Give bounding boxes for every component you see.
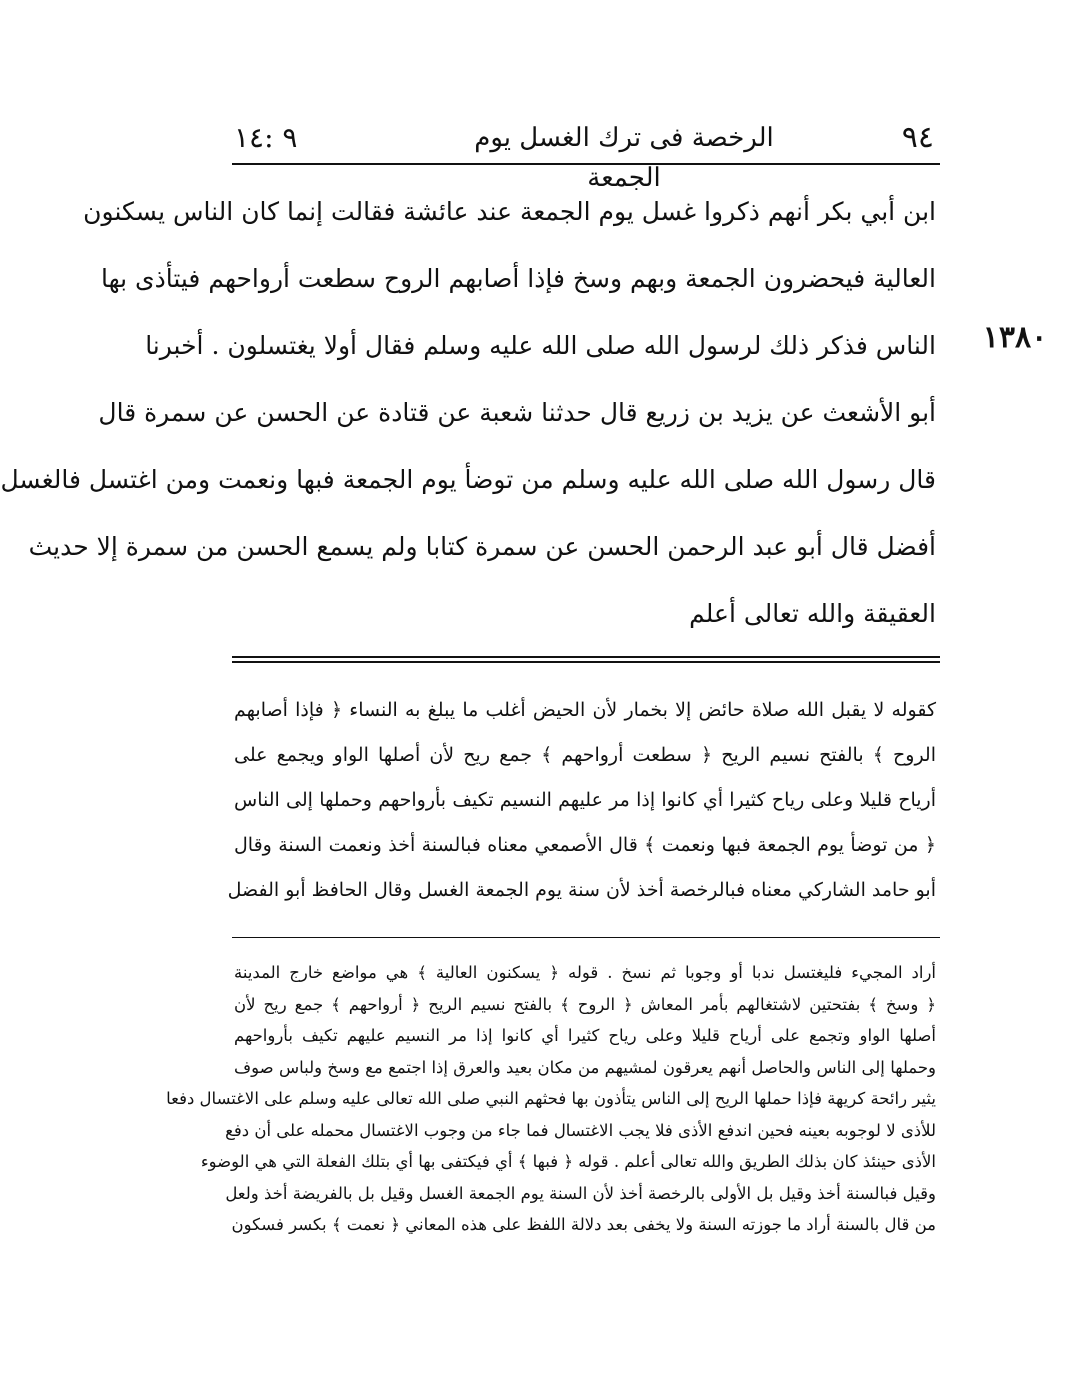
suyuti-commentary <box>227 688 936 913</box>
commentary-line: وقيل فبالسنة أخذ وقيل بل الأولى بالرخصة أخذ لأن السنة يوم الجمعة الغسل وقيل بل بالفريضة أخذ ولعل <box>225 1183 936 1203</box>
chapter-title: الرخصة فى ترك الغسل يوم الجمعة <box>474 123 774 193</box>
header-rule <box>232 163 940 165</box>
text-line: ابن أبي بكر أنهم ذكروا غسل يوم الجمعة عند عائشة فقالت إنما كان الناس يسكنون <box>83 197 936 226</box>
commentary-line: أراد المجيء فليغتسل ندبا أو وجوبا ثم نسخ . قوله ﴿ يسكنون العالية ﴾ هي مواضع خارج المدينة <box>234 963 936 982</box>
commentary-line: وحملها إلى الناس والحاصل أنهم يعرقون لمشيهم من مكان بعيد والعرق إذا اجتمع مع وسخ ولباس صوف <box>234 1057 936 1077</box>
text-line: أبو الأشعث عن يزيد بن زريع قال حدثنا شعبة عن قتادة عن الحسن عن سمرة قال <box>98 398 936 427</box>
commentary-line: أرياح قليلا وعلى رياح كثيرا أي كانوا إذا مر عليهم النسيم تكيف بأرواحهم وحملها إلى الناس <box>234 789 936 811</box>
page-number: ٩٤ <box>901 120 934 155</box>
commentary-line: للأذى لا لوجوبه بعينه فحين اندفع الأذى فلا يجب الاغتسال فما جاء من وجوب الاغتسال محمله على أن دفع <box>225 1120 936 1140</box>
text-line: العالية فيحضرون الجمعة وبهم وسخ فإذا أصابهم الروح سطعت أرواحهم فيتأذى بها <box>100 264 936 293</box>
commentary-line: ﴿ وسخ ﴾ بفتحتين لاشتغالهم بأمر المعاش ﴿ الروح ﴾ بالفتح نسيم الريح ﴿ أرواحهم ﴾ جمع ريح لأن <box>234 994 936 1014</box>
commentary-line: الأذى حينئذ كان بذلك الطريق والله تعالى أعلم . قوله ﴿ فبها ﴾ أي فيكتفى بها أي بتلك الفعلة التي هي الوضوء <box>200 1152 936 1171</box>
separator-rule-bottom <box>232 661 940 663</box>
commentary-line: كقوله لا يقبل الله صلاة حائض إلا بخمار لأن الحيض أغلب ما يبلغ به النساء ﴿ فإذا أصابهم <box>234 699 936 721</box>
commentary-line: يثير رائحة كريهة فإذا حملها الريح إلى الناس يتأذون بها فحثهم النبي صلى الله تعالى عليه وسلم على الاغتسال دفعا <box>166 1089 936 1108</box>
text-line: الناس فذكر ذلك لرسول الله صلى الله عليه وسلم فقال أولا يغتسلون . أخبرنا <box>145 331 936 360</box>
hadith-number: ١٣٨٠ <box>982 320 1048 355</box>
text-line: العقيقة والله تعالى أعلم <box>689 599 936 628</box>
separator-rule-top <box>232 656 940 658</box>
commentary-separator <box>232 937 940 938</box>
main-hadith-text <box>0 178 936 647</box>
sindi-commentary <box>166 957 936 1241</box>
text-line: قال رسول الله صلى الله عليه وسلم من توضأ يوم الجمعة فبها ونعمت ومن اغتسل فالغسل <box>0 465 936 494</box>
commentary-line: ﴿ من توضأ يوم الجمعة فبها ونعمت ﴾ قال الأصمعي معناه فبالسنة أخذ ونعمت السنة وقال <box>234 834 936 856</box>
commentary-line: الروح ﴾ بالفتح نسيم الريح ﴿ سطعت أرواحهم ﴾ جمع ريح لأن أصلها الواو ويجمع على <box>234 744 936 766</box>
running-header <box>234 118 934 193</box>
text-line: أفضل قال أبو عبد الرحمن الحسن عن سمرة كتابا ولم يسمع الحسن من سمرة إلا حديث <box>28 532 936 561</box>
commentary-line: أصلها الواو وتجمع على أرياح قليلا وعلى رياح كثيرا أي كانوا إذا مر النسيم عليهم تكيف بأرواحهم <box>234 1026 936 1045</box>
commentary-line: من قال بالسنة أراد ما جوزته السنة ولا يخفى بعد دلالة اللفظ على هذه المعاني ﴿ نعمت ﴾ بكسر فسكون <box>231 1215 936 1234</box>
volume-reference: ٩ :١٤ <box>234 121 298 154</box>
commentary-line: أبو حامد الشاركي معناه فبالرخصة أخذ لأن سنة يوم الجمعة الغسل وقال الحافظ أبو الفضل <box>227 879 936 901</box>
